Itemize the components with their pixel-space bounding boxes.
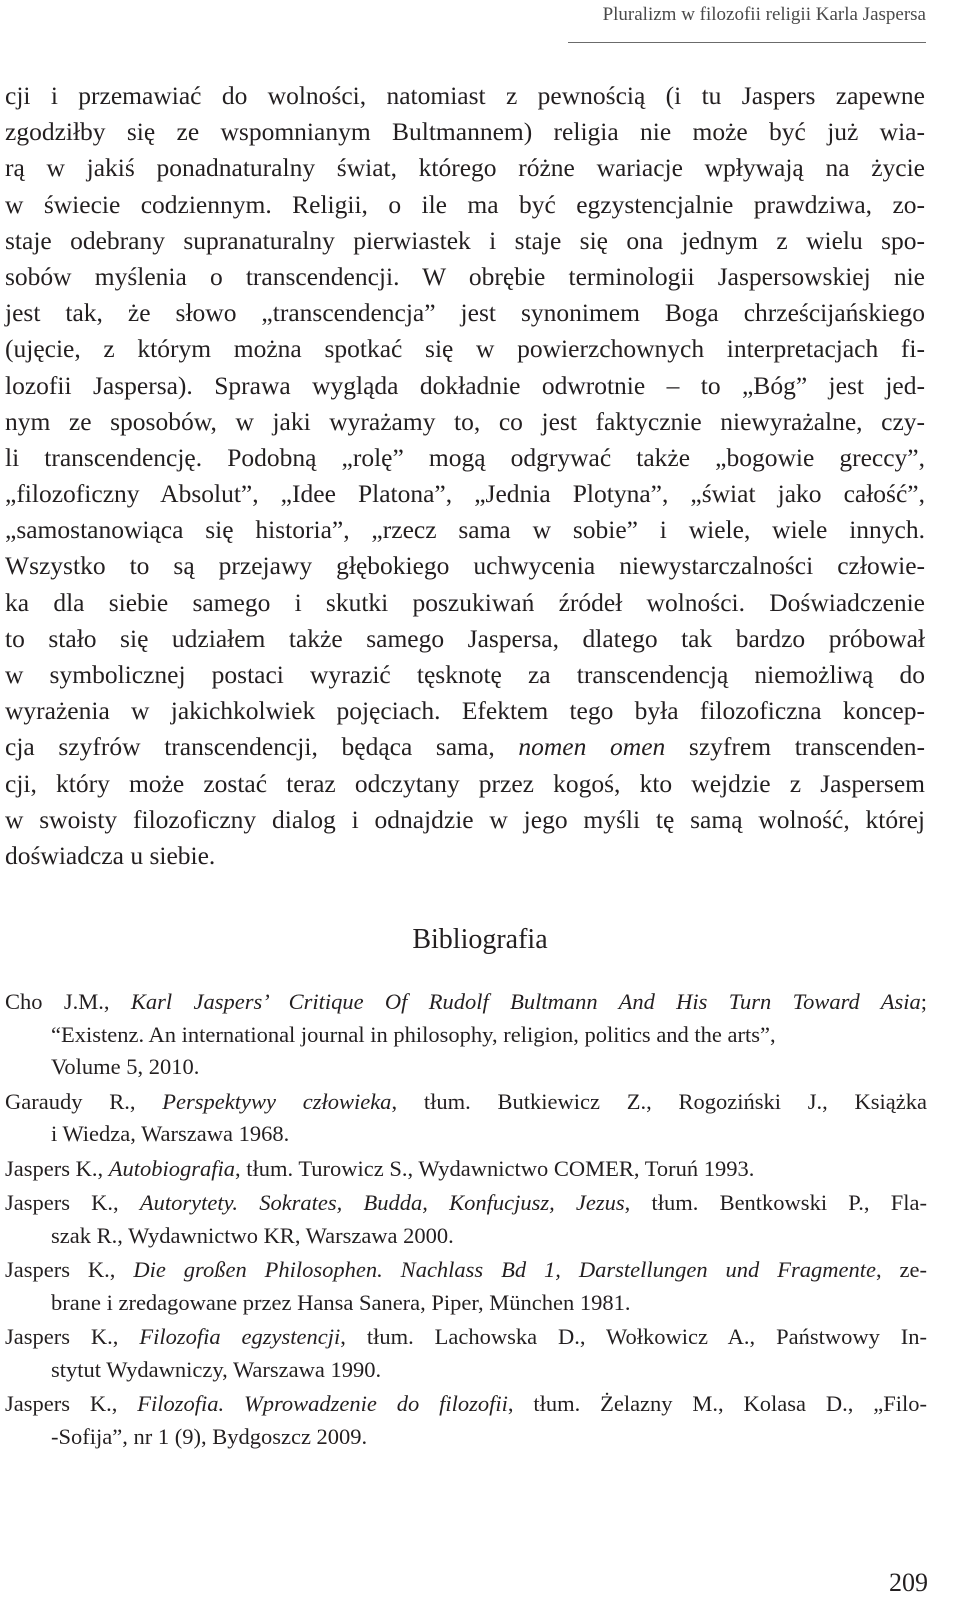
entry-line xyxy=(5,1254,927,1287)
text-fragment: cja szyfrów transcendencji, będąca sama, xyxy=(5,732,519,762)
text-line: doświadcza u siebie. xyxy=(5,840,216,870)
entry-line: “Existenz. An international journal in philosophy, religion, politics and the arts”, xyxy=(51,1021,776,1047)
text-line xyxy=(5,729,925,765)
section-heading: Bibliografia xyxy=(412,924,548,955)
text-line: wyrażenia w jakichkolwiek pojęciach. Efektem tego była filozoficzna koncep- xyxy=(5,696,925,726)
entry-title: Filozofia. Wprowadzenie do filozofii xyxy=(137,1391,508,1416)
entry-line: -Sofija”, nr 1 (9), Bydgoszcz 2009. xyxy=(51,1423,368,1449)
entry-line: Volume 5, 2010. xyxy=(51,1054,200,1079)
entry-line xyxy=(5,986,927,1019)
text-fragment: szyfrem transcenden- xyxy=(665,732,925,762)
running-title: Pluralizm w filozofii religii Karla Jaspersa xyxy=(602,4,926,25)
entry-author: Jaspers K., xyxy=(5,1257,134,1282)
entry-detail: , tłum. Żelazny M., Kolasa D., „Filo- xyxy=(507,1391,927,1416)
text-line: rą w jakiś ponadnaturalny świat, którego różne wariacje wpływają na życie xyxy=(5,153,925,183)
text-line: jest tak, że słowo „transcendencja” jest synonimem Boga chrześcijańskiego xyxy=(5,298,925,328)
entry-title: Perspektywy człowieka xyxy=(162,1088,392,1114)
entry-line: szak R., Wydawnictwo KR, Warszawa 2000. xyxy=(51,1222,454,1248)
entry-detail: , tłum. Butkiewicz Z., Rogoziński J., Książka xyxy=(391,1088,927,1114)
entry-author: Cho J.M., xyxy=(5,989,131,1014)
entry-line xyxy=(5,1187,927,1220)
bibliography-entry xyxy=(5,986,927,1084)
entry-detail: ; xyxy=(920,989,927,1014)
entry-author: Jaspers K., xyxy=(5,1324,140,1349)
running-header xyxy=(568,0,926,43)
entry-line xyxy=(5,1153,927,1186)
entry-line xyxy=(5,1321,927,1354)
entry-title: Filozofia egzystencji xyxy=(139,1324,341,1349)
entry-title: Die großen Philosophen. Nachlass Bd 1, Darstellungen und Fragmente xyxy=(133,1257,876,1282)
italic-phrase: nomen omen xyxy=(518,732,666,762)
text-line: w symbolicznej postaci wyrazić tęsknotę za transcendencją niemożliwą do xyxy=(5,660,925,689)
text-line: sobów myślenia o transcendencji. W obrębie terminologii Jaspersowskiej nie xyxy=(5,261,925,291)
entry-detail: , ze- xyxy=(875,1257,927,1282)
entry-title: Autobiografia xyxy=(108,1155,235,1181)
bibliography-list xyxy=(5,986,927,1455)
text-line: zgodziłby się ze wspomnianym Bultmannem) religia nie może być już wia- xyxy=(5,117,925,147)
bibliography-entry xyxy=(5,1388,927,1453)
text-line: w swoisty filozoficzny dialog i odnajdzie w jego myśli tę samą wolność, której xyxy=(5,804,925,834)
bibliography-entry xyxy=(5,1254,927,1319)
text-line: lozofii Jaspersa). Sprawa wygląda dokładnie odwrotnie – to „Bóg” jest jed- xyxy=(5,370,925,400)
bibliography-entry xyxy=(5,1187,927,1252)
text-line: staje odebrany supranaturalny pierwiastek i staje się ona jednym z wielu spo- xyxy=(5,225,925,255)
text-line: „filozoficzny Absolut”, „Idee Platona”, „Jednia Plotyna”, „świat jako całość”, xyxy=(5,479,925,509)
body-paragraph xyxy=(5,78,925,874)
entry-line: i Wiedza, Warszawa 1968. xyxy=(51,1121,290,1146)
text-line: cji, który może zostać teraz odczytany przez kogoś, kto wejdzie z Jaspersem xyxy=(5,768,925,798)
entry-detail: , tłum. Lachowska D., Wołkowicz A., Państwowy In- xyxy=(340,1324,928,1349)
text-line: nym ze sposobów, w jaki wyrażamy to, co jest faktycznie niewyrażalne, czy- xyxy=(5,406,925,436)
page-number: 209 xyxy=(889,1568,928,1597)
entry-line: stytut Wydawniczy, Warszawa 1990. xyxy=(51,1356,382,1382)
entry-line xyxy=(5,1388,927,1421)
bibliography-entry xyxy=(5,1321,927,1386)
entry-title: Karl Jaspers’ Critique Of Rudolf Bultmann And His Turn Toward Asia xyxy=(130,989,921,1014)
bibliography-entry xyxy=(5,1086,927,1151)
text-line: to stało się udziałem także samego Jaspersa, dlatego tak bardzo próbował xyxy=(5,623,925,653)
entry-detail: , tłum. Bentkowski P., Fla- xyxy=(624,1190,927,1215)
entry-author: Garaudy R., xyxy=(5,1088,163,1114)
text-line: ka dla siebie samego i skutki poszukiwań źródeł wolności. Doświadczenie xyxy=(5,587,925,617)
entry-title: Autorytety. Sokrates, Budda, Konfucjusz, Jezus xyxy=(139,1190,625,1215)
text-line: (ujęcie, z którym można spotkać się w powierzchownych interpretacjach fi- xyxy=(5,334,925,364)
entry-line xyxy=(5,1086,927,1119)
text-line: w świecie codziennym. Religii, o ile ma być egzystencjalnie prawdziwa, zo- xyxy=(5,189,925,219)
entry-line: brane i zredagowane przez Hansa Sanera, Piper, München 1981. xyxy=(51,1289,631,1315)
entry-author: Jaspers K., xyxy=(5,1155,109,1181)
text-line: li transcendencję. Podobną „rolę” mogą odgrywać także „bogowie greccy”, xyxy=(5,442,925,472)
bibliography-entry xyxy=(5,1153,927,1186)
text-line: cji i przemawiać do wolności, natomiast z pewnością (i tu Jaspers zapewne xyxy=(5,81,925,110)
entry-author: Jaspers K., xyxy=(5,1190,140,1215)
text-line: „samostanowiąca się historia”, „rzecz sama w sobie” i wiele, wiele innych. xyxy=(5,515,925,545)
text-line: Wszystko to są przejawy głębokiego uchwycenia niewystarczalności człowie- xyxy=(5,551,925,581)
entry-detail: , tłum. Turowicz S., Wydawnictwo COMER, Toruń 1993. xyxy=(235,1155,755,1181)
entry-author: Jaspers K., xyxy=(5,1391,138,1416)
